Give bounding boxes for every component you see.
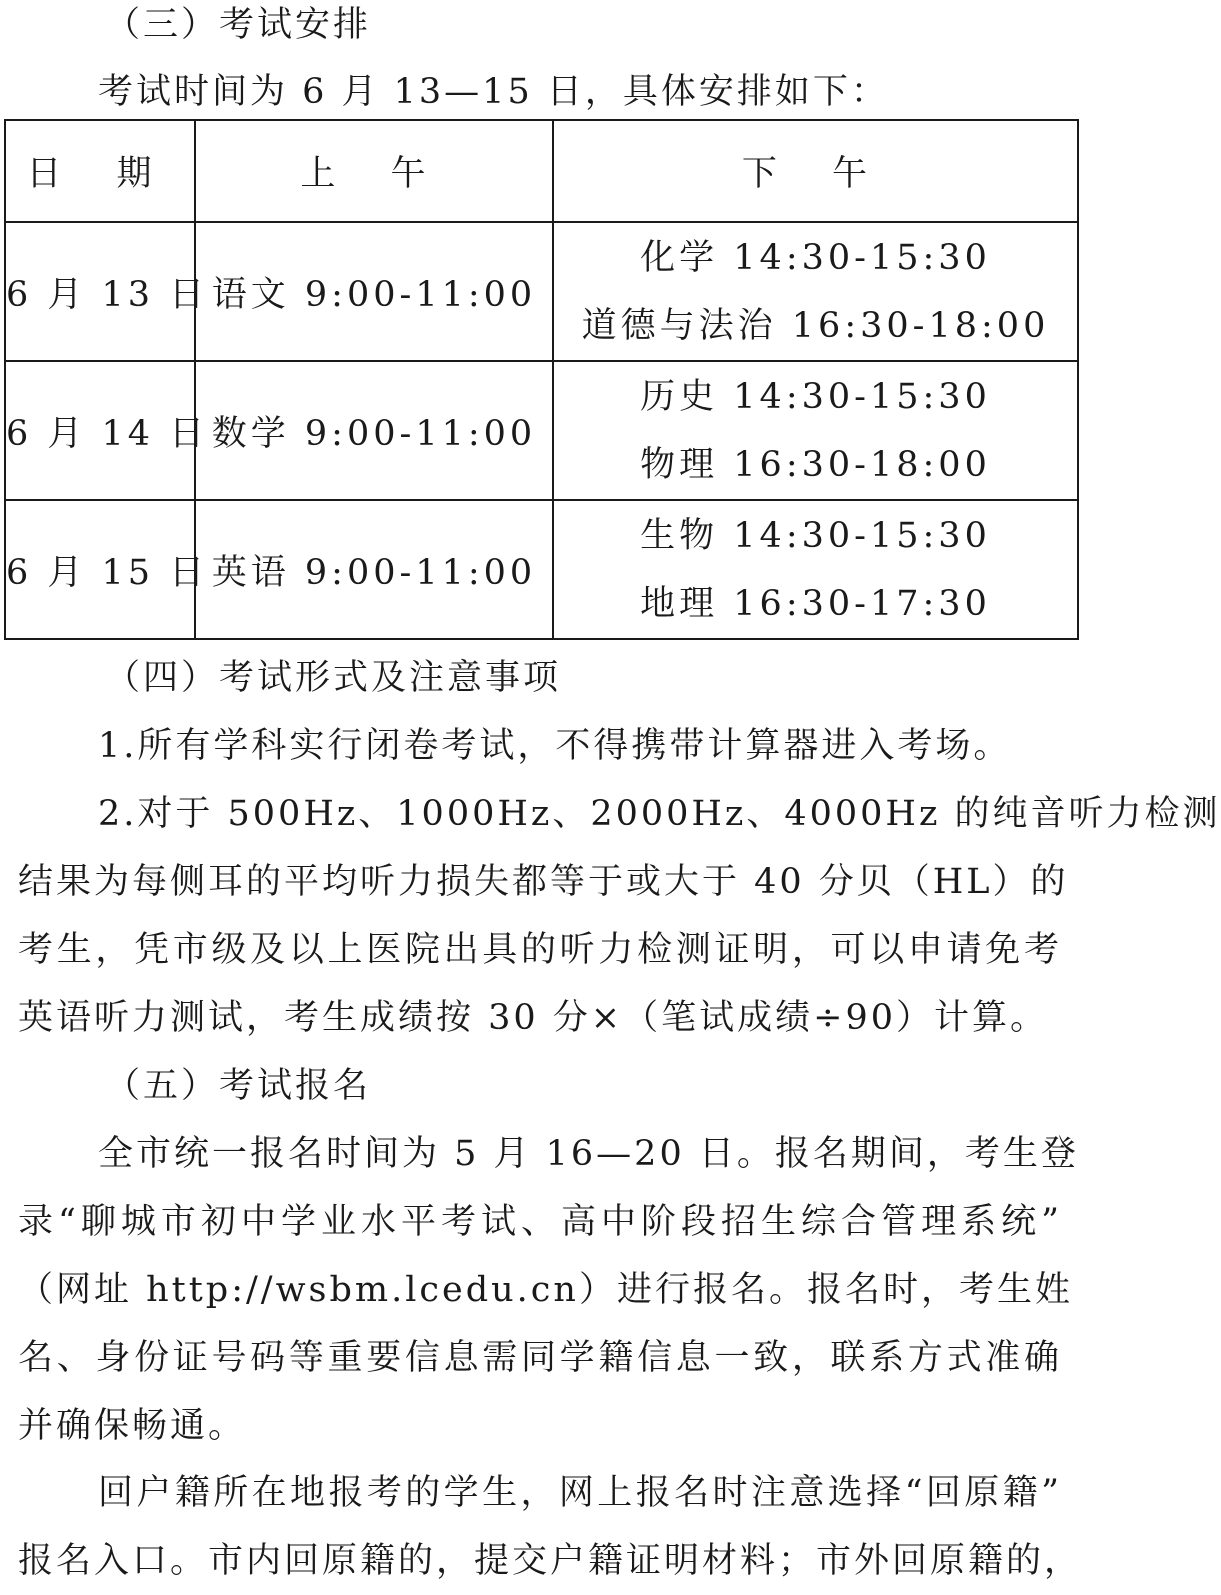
row-morning: 语文 9:00-11:00 [195, 222, 553, 361]
afternoon-exam: 历史 14:30-15:30 [640, 376, 991, 417]
section4-item2-line: 考生，凭市级及以上医院出具的听力检测证明，可以申请免考 [18, 930, 1062, 970]
section5-para1-line: 全市统一报名时间为 5 月 16—20 日。报名期间，考生登 [98, 1134, 1079, 1174]
section3-heading: （三）考试安排 [105, 5, 372, 45]
table-header-row [5, 120, 1078, 222]
section5-para2-line: 报名入口。市内回原籍的，提交户籍证明材料；市外回原籍的， [18, 1541, 1083, 1581]
row-afternoon [553, 361, 1078, 500]
section5-para1-line: 名、身份证号码等重要信息需同学籍信息一致，联系方式准确 [18, 1338, 1062, 1378]
table-row [5, 500, 1078, 639]
row-afternoon [553, 500, 1078, 639]
row-afternoon [553, 222, 1078, 361]
header-afternoon: 下 午 [553, 120, 1078, 222]
table-row [5, 222, 1078, 361]
section4-heading: （四）考试形式及注意事项 [105, 658, 562, 698]
section4-item1: 1.所有学科实行闭卷考试，不得携带计算器进入考场。 [98, 726, 1012, 766]
afternoon-exam: 生物 14:30-15:30 [640, 515, 991, 556]
section4-item2-line: 结果为每侧耳的平均听力损失都等于或大于 40 分贝（HL）的 [18, 862, 1069, 902]
section4-item2-line: 2.对于 500Hz、1000Hz、2000Hz、4000Hz 的纯音听力检测 [98, 794, 1221, 834]
row-date: 6 月 13 日 [5, 222, 195, 361]
section5-para1-line: 并确保畅通。 [18, 1406, 247, 1446]
section5-para1-line: （网址 http://wsbm.lcedu.cn）进行报名。报名时，考生姓 [18, 1270, 1073, 1310]
row-morning: 数学 9:00-11:00 [195, 361, 553, 500]
afternoon-exam: 道德与法治 16:30-18:00 [581, 305, 1050, 346]
row-morning: 英语 9:00-11:00 [195, 500, 553, 639]
section3-intro: 考试时间为 6 月 13—15 日，具体安排如下： [98, 72, 889, 112]
row-date: 6 月 14 日 [5, 361, 195, 500]
afternoon-exam: 物理 16:30-18:00 [640, 444, 991, 485]
section5-heading: （五）考试报名 [105, 1066, 372, 1106]
section4-item2-line: 英语听力测试，考生成绩按 30 分×（笔试成绩÷90）计算。 [18, 998, 1048, 1038]
section5-para1-line: 录“聊城市初中学业水平考试、高中阶段招生综合管理系统” [18, 1202, 1062, 1242]
afternoon-exam: 化学 14:30-15:30 [640, 237, 991, 278]
header-date: 日 期 [5, 120, 195, 222]
table-row [5, 361, 1078, 500]
exam-schedule-table [4, 119, 1079, 640]
header-morning: 上 午 [195, 120, 553, 222]
row-date: 6 月 15 日 [5, 500, 195, 639]
afternoon-exam: 地理 16:30-17:30 [640, 583, 991, 624]
section5-para2-line: 回户籍所在地报考的学生，网上报名时注意选择“回原籍” [98, 1473, 1062, 1513]
